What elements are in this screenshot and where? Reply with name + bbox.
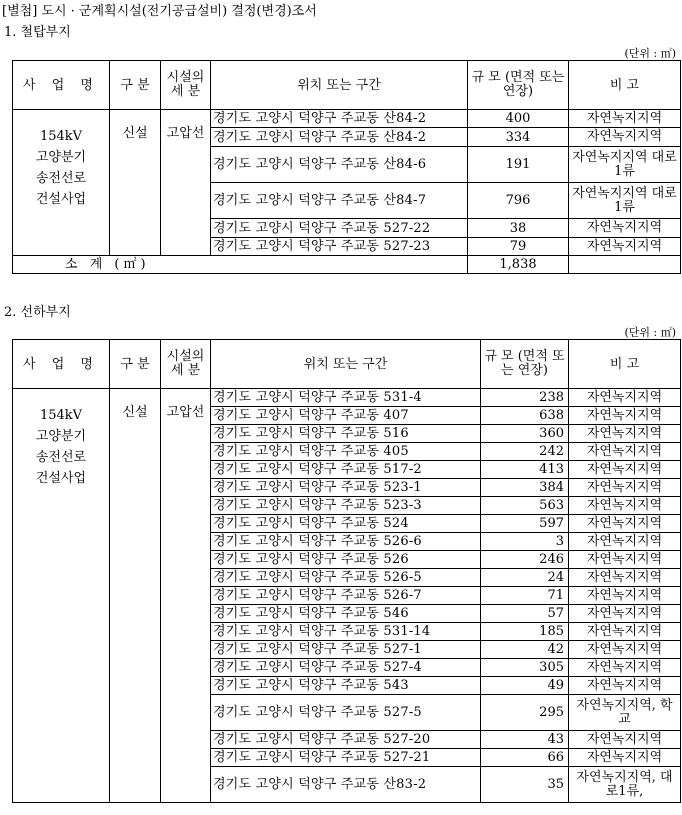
project-name-cell	[13, 110, 110, 256]
note-cell: 자연녹지지역	[569, 623, 681, 641]
division-cell: 신설	[110, 389, 161, 803]
scale-cell: 238	[481, 389, 569, 407]
scale-cell: 191	[468, 147, 569, 183]
location-cell: 경기도 고양시 덕양구 주교동 526-6	[211, 533, 481, 551]
header-location: 위치 또는 구간	[211, 61, 468, 110]
header-scale-text: 규 모 (면적 또는 연장)	[484, 349, 565, 378]
note-cell: 자연녹지지역	[569, 238, 681, 256]
note-cell: 자연녹지지역	[569, 425, 681, 443]
subtotal-label: 소 계 (㎡)	[13, 256, 468, 274]
project-name-line: 154kV	[39, 129, 83, 144]
facility-cell: 고압선	[161, 389, 211, 803]
note-cell: 자연녹지지역	[569, 641, 681, 659]
line-site-table	[12, 339, 681, 803]
header-facility	[161, 340, 211, 389]
scale-cell: 796	[468, 183, 569, 219]
project-name-cell	[13, 389, 110, 803]
header-project-name: 사 업 명	[13, 340, 110, 389]
note-cell: 자연녹지지역	[569, 731, 681, 749]
location-cell: 경기도 고양시 덕양구 주교동 527-1	[211, 641, 481, 659]
location-cell: 경기도 고양시 덕양구 주교동 531-14	[211, 623, 481, 641]
location-cell: 경기도 고양시 덕양구 주교동 527-5	[211, 695, 481, 731]
note-cell: 자연녹지지역	[569, 749, 681, 767]
location-cell: 경기도 고양시 덕양구 주교동 517-2	[211, 461, 481, 479]
section2-title: 2. 선하부지	[4, 305, 71, 320]
location-cell: 경기도 고양시 덕양구 주교동 524	[211, 515, 481, 533]
location-cell: 경기도 고양시 덕양구 주교동 산84-2	[211, 110, 468, 128]
note-cell: 자연녹지지역	[569, 551, 681, 569]
note-cell: 자연녹지지역	[569, 128, 681, 147]
note-cell: 자연녹지지역	[569, 515, 681, 533]
location-cell: 경기도 고양시 덕양구 주교동 산84-2	[211, 128, 468, 147]
table-row	[13, 110, 681, 128]
note-cell: 자연녹지지역	[569, 461, 681, 479]
note-cell: 자연녹지지역	[569, 677, 681, 695]
header-location: 위치 또는 구간	[211, 340, 481, 389]
location-cell: 경기도 고양시 덕양구 주교동 516	[211, 425, 481, 443]
location-cell: 경기도 고양시 덕양구 주교동 523-1	[211, 479, 481, 497]
project-name-line: 건설사업	[35, 471, 87, 486]
location-cell: 경기도 고양시 덕양구 주교동 산84-6	[211, 147, 468, 183]
section1-unit: (단위 : ㎡)	[624, 47, 676, 60]
header-facility	[161, 61, 211, 110]
location-cell: 경기도 고양시 덕양구 주교동 527-22	[211, 219, 468, 238]
project-name-line: 건설사업	[35, 192, 87, 207]
location-cell: 경기도 고양시 덕양구 주교동 407	[211, 407, 481, 425]
section1-title: 1. 철탑부지	[4, 25, 71, 40]
note-cell: 자연녹지지역	[569, 389, 681, 407]
note-cell: 자연녹지지역	[569, 219, 681, 238]
location-cell: 경기도 고양시 덕양구 주교동 546	[211, 605, 481, 623]
scale-cell: 35	[481, 767, 569, 803]
scale-cell: 185	[481, 623, 569, 641]
header-facility-text: 시설의 세 분	[166, 70, 205, 99]
scale-cell: 597	[481, 515, 569, 533]
project-name-line: 고양분기	[35, 429, 87, 444]
scale-cell: 295	[481, 695, 569, 731]
scale-cell: 71	[481, 587, 569, 605]
scale-cell: 24	[481, 569, 569, 587]
scale-cell: 57	[481, 605, 569, 623]
header-scale	[468, 61, 569, 110]
note-cell: 자연녹지지역	[569, 587, 681, 605]
document-title: [별첨] 도시 · 군계획시설(전기공급설비) 결정(변경)조서	[2, 4, 317, 19]
scale-cell: 38	[468, 219, 569, 238]
header-project-name: 사 업 명	[13, 61, 110, 110]
project-name-line: 송전선로	[35, 171, 87, 186]
note-cell: 자연녹지지역	[569, 605, 681, 623]
header-note: 비 고	[569, 61, 681, 110]
note-cell: 자연녹지지역	[569, 479, 681, 497]
note-cell: 자연녹지지역, 대로1류,	[569, 767, 681, 803]
note-cell: 자연녹지지역	[569, 497, 681, 515]
facility-cell: 고압선	[161, 110, 211, 256]
header-division: 구 분	[110, 340, 161, 389]
subtotal-row	[13, 256, 681, 274]
note-cell: 자연녹지지역	[569, 443, 681, 461]
location-cell: 경기도 고양시 덕양구 주교동 527-21	[211, 749, 481, 767]
project-name-line: 154kV	[39, 408, 83, 423]
location-cell: 경기도 고양시 덕양구 주교동 526-5	[211, 569, 481, 587]
scale-cell: 305	[481, 659, 569, 677]
note-cell: 자연녹지지역	[569, 110, 681, 128]
location-cell: 경기도 고양시 덕양구 주교동 527-20	[211, 731, 481, 749]
header-division: 구 분	[110, 61, 161, 110]
scale-cell: 413	[481, 461, 569, 479]
scale-cell: 49	[481, 677, 569, 695]
note-cell: 자연녹지지역	[569, 533, 681, 551]
header-scale	[481, 340, 569, 389]
header-facility-text: 시설의 세 분	[166, 349, 205, 378]
scale-cell: 242	[481, 443, 569, 461]
note-cell: 자연녹지지역 대로1류	[569, 183, 681, 219]
division-cell: 신설	[110, 110, 161, 256]
note-cell: 자연녹지지역	[569, 407, 681, 425]
location-cell: 경기도 고양시 덕양구 주교동 526	[211, 551, 481, 569]
location-cell: 경기도 고양시 덕양구 주교동 산84-7	[211, 183, 468, 219]
location-cell: 경기도 고양시 덕양구 주교동 531-4	[211, 389, 481, 407]
project-name-line: 송전선로	[35, 450, 87, 465]
location-cell: 경기도 고양시 덕양구 주교동 527-23	[211, 238, 468, 256]
location-cell: 경기도 고양시 덕양구 주교동 526-7	[211, 587, 481, 605]
subtotal-value: 1,838	[468, 256, 569, 274]
note-cell: 자연녹지지역, 학교	[569, 695, 681, 731]
location-cell: 경기도 고양시 덕양구 주교동 405	[211, 443, 481, 461]
section2-unit: (단위 : ㎡)	[624, 326, 676, 339]
header-note: 비 고	[569, 340, 681, 389]
scale-cell: 384	[481, 479, 569, 497]
scale-cell: 3	[481, 533, 569, 551]
scale-cell: 334	[468, 128, 569, 147]
scale-cell: 246	[481, 551, 569, 569]
note-cell: 자연녹지지역	[569, 659, 681, 677]
scale-cell: 79	[468, 238, 569, 256]
location-cell: 경기도 고양시 덕양구 주교동 산83-2	[211, 767, 481, 803]
scale-cell: 360	[481, 425, 569, 443]
table-row	[13, 389, 681, 407]
scale-cell: 43	[481, 731, 569, 749]
location-cell: 경기도 고양시 덕양구 주교동 523-3	[211, 497, 481, 515]
note-cell: 자연녹지지역 대로1류	[569, 147, 681, 183]
scale-cell: 563	[481, 497, 569, 515]
subtotal-note	[569, 256, 681, 274]
scale-cell: 638	[481, 407, 569, 425]
scale-cell: 66	[481, 749, 569, 767]
location-cell: 경기도 고양시 덕양구 주교동 543	[211, 677, 481, 695]
header-scale-text: 규 모 (면적 또는 연장)	[471, 70, 565, 99]
tower-site-table	[12, 60, 681, 274]
note-cell: 자연녹지지역	[569, 569, 681, 587]
location-cell: 경기도 고양시 덕양구 주교동 527-4	[211, 659, 481, 677]
project-name-line: 고양분기	[35, 150, 87, 165]
scale-cell: 42	[481, 641, 569, 659]
scale-cell: 400	[468, 110, 569, 128]
